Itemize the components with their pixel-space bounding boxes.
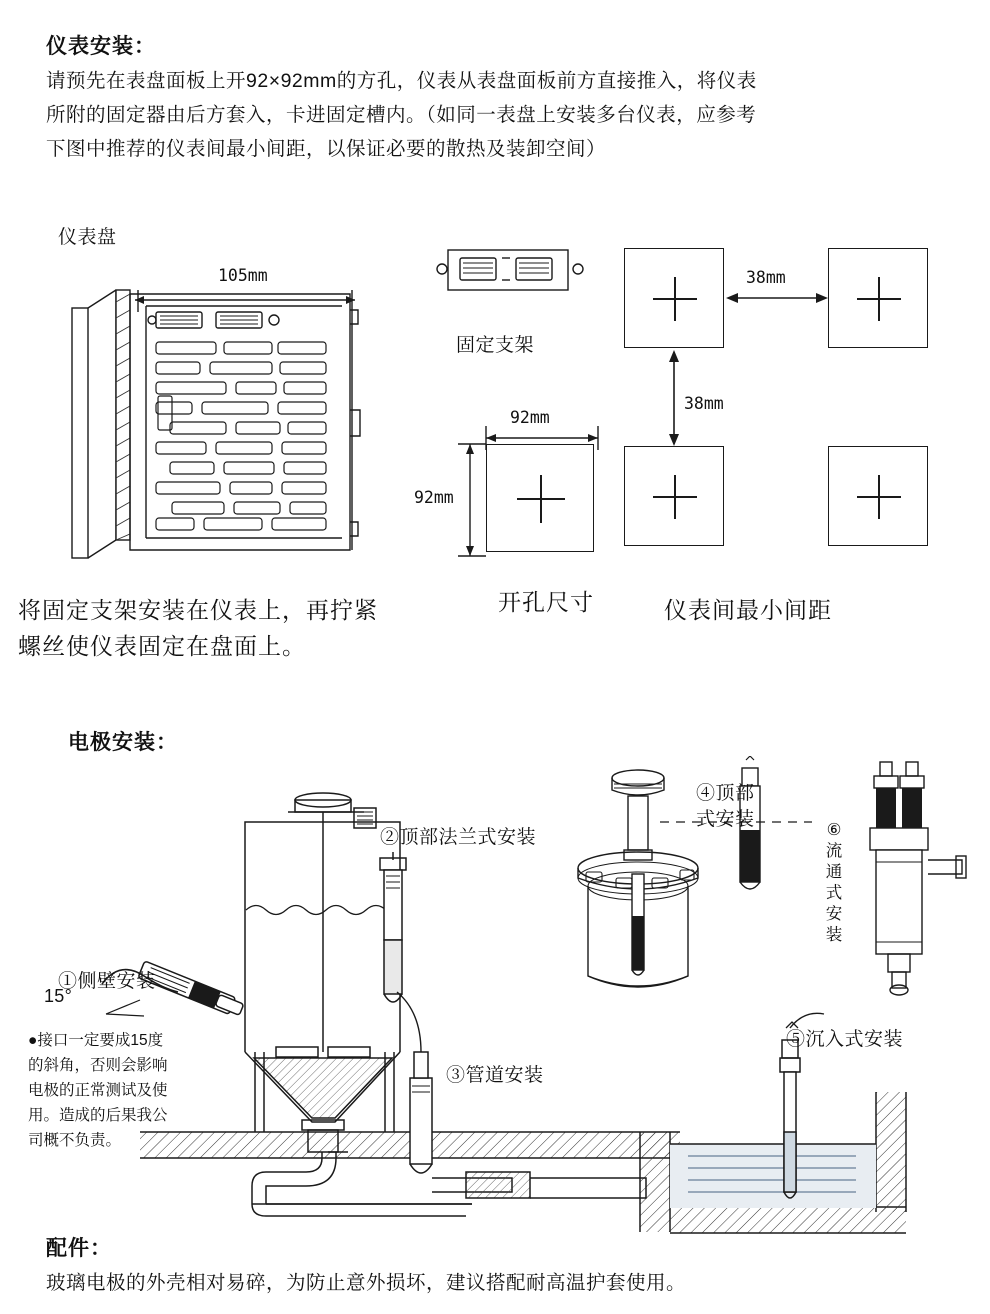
spacing-square-top-right [828, 248, 928, 348]
electrode-note-line-3: 电极的正常测试及使 [28, 1082, 168, 1099]
depth-dimension-label: 105mm [218, 266, 268, 285]
meter-install-paragraph-line-1: 请预先在表盘面板上开92×92mm的方孔，仪表从表盘面板前方直接推入，将仪表 [46, 70, 757, 92]
electrode-note-line-4: 用。造成的后果我公 [28, 1107, 168, 1124]
flow-through-char-2: 式 [825, 884, 843, 902]
flow-through-diagram [856, 756, 986, 1006]
label-top-mount-line2: 式安装 [696, 809, 755, 830]
hole-width-label: 92mm [510, 408, 550, 427]
meter-install-heading: 仪表安装： [46, 35, 156, 58]
electrode-note-line-1: ●接口一定要成15度 [28, 1032, 164, 1049]
accessories-text: 玻璃电极的外壳相对易碎，为防止意外损坏，建议搭配耐高温护套使用。 [46, 1272, 687, 1294]
flow-through-char-4: 装 [825, 926, 843, 944]
panel-label: 仪表盘 [58, 227, 117, 248]
spacing-vertical-label: 38mm [684, 394, 724, 413]
spacing-square-bottom-right [828, 446, 928, 546]
spacing-square-bottom-left [624, 446, 724, 546]
spacing-horizontal-arrow [722, 286, 832, 315]
meter-install-paragraph-line-3: 下图中推荐的仪表间最小间距，以保证必要的散热及装卸空间） [46, 138, 607, 160]
label-side-wall-install: ①侧壁安装 [58, 971, 156, 992]
flow-through-char-3: 安 [825, 905, 843, 923]
install-note-line-1: 将固定支架安装在仪表上，再拧紧 [18, 597, 378, 623]
spacing-caption: 仪表间最小间距 [664, 597, 832, 623]
hole-height-label: 92mm [414, 488, 454, 507]
electrode-install-heading: 电极安装： [68, 731, 178, 754]
accessories-heading: 配件： [46, 1237, 112, 1260]
flow-through-char-0: 流 [825, 842, 843, 860]
label-submerged-install: ⑤沉入式安装 [786, 1029, 904, 1050]
flow-through-number: ⑥ [826, 821, 842, 839]
electrode-note-line-5: 司概不负责。 [28, 1132, 122, 1149]
spacing-horizontal-label: 38mm [746, 268, 786, 287]
fixing-bracket-drawing [432, 242, 592, 312]
label-flow-through-install [824, 820, 844, 946]
hole-size-caption: 开孔尺寸 [498, 589, 594, 615]
flow-through-char-1: 通 [825, 863, 843, 881]
spacing-vertical-arrow [662, 346, 686, 455]
hole-height-dimension-line [452, 432, 486, 573]
spacing-square-top-left [624, 248, 724, 348]
meter-perspective-drawing [60, 250, 380, 570]
label-pipe-install: ③管道安装 [446, 1065, 544, 1086]
top-mount-diagram [556, 756, 826, 1006]
electrode-note-line-2: 的斜角，否则会影响 [28, 1057, 168, 1074]
bracket-caption: 固定支架 [456, 335, 535, 356]
label-top-flange-install: ②顶部法兰式安装 [380, 827, 537, 848]
hole-size-square [486, 444, 594, 552]
meter-install-paragraph-line-2: 所附的固定器由后方套入，卡进固定槽内。（如同一表盘上安装多台仪表，应参考 [46, 104, 757, 126]
install-note-line-2: 螺丝使仪表固定在盘面上。 [18, 633, 306, 659]
label-angle-15deg: 15° [44, 986, 73, 1006]
label-top-mount-line1: ④顶部 [696, 783, 755, 804]
